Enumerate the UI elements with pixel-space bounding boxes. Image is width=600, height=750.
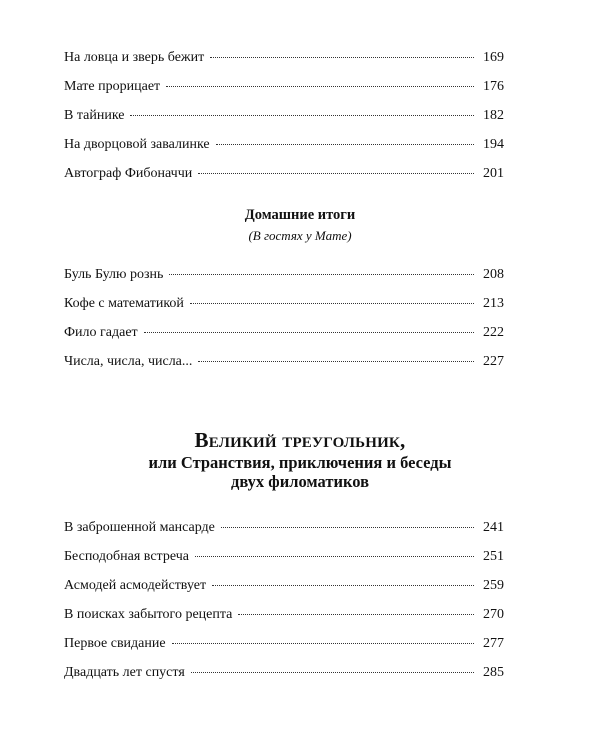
toc-entry[interactable] xyxy=(64,265,504,294)
toc-entry[interactable] xyxy=(64,48,504,77)
dot-leader xyxy=(198,173,474,174)
toc-entry-title: Первое свидание xyxy=(64,636,166,651)
toc-entry[interactable] xyxy=(64,294,504,323)
toc-entry[interactable] xyxy=(64,135,504,164)
toc-entry-page: 270 xyxy=(483,607,504,622)
dot-leader xyxy=(169,274,474,275)
toc-entry-page: 277 xyxy=(483,636,504,651)
dot-leader xyxy=(130,115,474,116)
toc-entry[interactable] xyxy=(64,518,504,547)
dot-leader xyxy=(195,556,474,557)
toc-entry-title: Числа, числа, числа... xyxy=(64,354,193,369)
part-subtitle-line1: или Странствия, приключения и беседы xyxy=(148,453,452,472)
toc-entry-page: 251 xyxy=(483,549,504,564)
part-subtitle-line2: двух филоматиков xyxy=(230,472,370,491)
toc-entry[interactable] xyxy=(64,77,504,106)
toc-entry-title: Автограф Фибоначчи xyxy=(64,166,193,181)
toc-entry[interactable] xyxy=(64,323,504,352)
toc-entry-title: Бесподобная встреча xyxy=(64,549,189,564)
toc-entry-page: 194 xyxy=(483,137,504,152)
dot-leader xyxy=(190,303,474,304)
section-title: Домашние итоги xyxy=(244,207,356,223)
toc-entry-page: 208 xyxy=(483,267,504,282)
toc-entry-title: В поисках забытого рецепта xyxy=(64,607,233,622)
toc-entry-title: Фило гадает xyxy=(64,325,138,340)
part-heading xyxy=(0,428,600,491)
dot-leader xyxy=(172,643,474,644)
toc-entry[interactable] xyxy=(64,164,504,193)
toc-entry[interactable] xyxy=(64,106,504,135)
dot-leader xyxy=(198,361,474,362)
toc-entry-title: В тайнике xyxy=(64,108,125,123)
toc-entry-page: 176 xyxy=(483,79,504,94)
dot-leader xyxy=(210,57,474,58)
toc-entry-title: На ловца и зверь бежит xyxy=(64,50,205,65)
toc-entry[interactable] xyxy=(64,352,504,381)
toc-entry[interactable] xyxy=(64,576,504,605)
toc-entry-page: 213 xyxy=(483,296,504,311)
dot-leader xyxy=(212,585,474,586)
toc-entry[interactable] xyxy=(64,547,504,576)
toc-entry-title: Асмодей асмодействует xyxy=(64,578,207,593)
toc-entry-page: 169 xyxy=(483,50,504,65)
dot-leader xyxy=(221,527,474,528)
toc-list-triangle xyxy=(64,518,504,692)
dot-leader xyxy=(144,332,474,333)
toc-entry-page: 201 xyxy=(483,166,504,181)
toc-entry-title: В заброшенной мансарде xyxy=(64,520,215,535)
toc-entry-page: 285 xyxy=(483,665,504,680)
toc-entry-page: 227 xyxy=(483,354,504,369)
toc-entry-title: Двадцать лет спустя xyxy=(64,665,185,680)
toc-entry-title: Буль Булю рознь xyxy=(64,267,164,282)
toc-entry-title: Кофе с математикой xyxy=(64,296,184,311)
section-heading xyxy=(0,207,600,244)
toc-entry-title: На дворцовой завалинке xyxy=(64,137,210,152)
toc-entry[interactable] xyxy=(64,605,504,634)
toc-entry-page: 222 xyxy=(483,325,504,340)
toc-list-continued xyxy=(64,48,504,193)
dot-leader xyxy=(166,86,474,87)
dot-leader xyxy=(216,144,474,145)
toc-entry[interactable] xyxy=(64,663,504,692)
dot-leader xyxy=(238,614,474,615)
part-title: Великий треугольник, xyxy=(194,428,406,452)
toc-entry-title: Мате прорицает xyxy=(64,79,161,94)
toc-entry-page: 241 xyxy=(483,520,504,535)
toc-list-home xyxy=(64,265,504,381)
toc-entry-page: 182 xyxy=(483,108,504,123)
toc-entry-page: 259 xyxy=(483,578,504,593)
dot-leader xyxy=(191,672,474,673)
toc-entry[interactable] xyxy=(64,634,504,663)
section-note: (В гостях у Мате) xyxy=(248,228,352,243)
